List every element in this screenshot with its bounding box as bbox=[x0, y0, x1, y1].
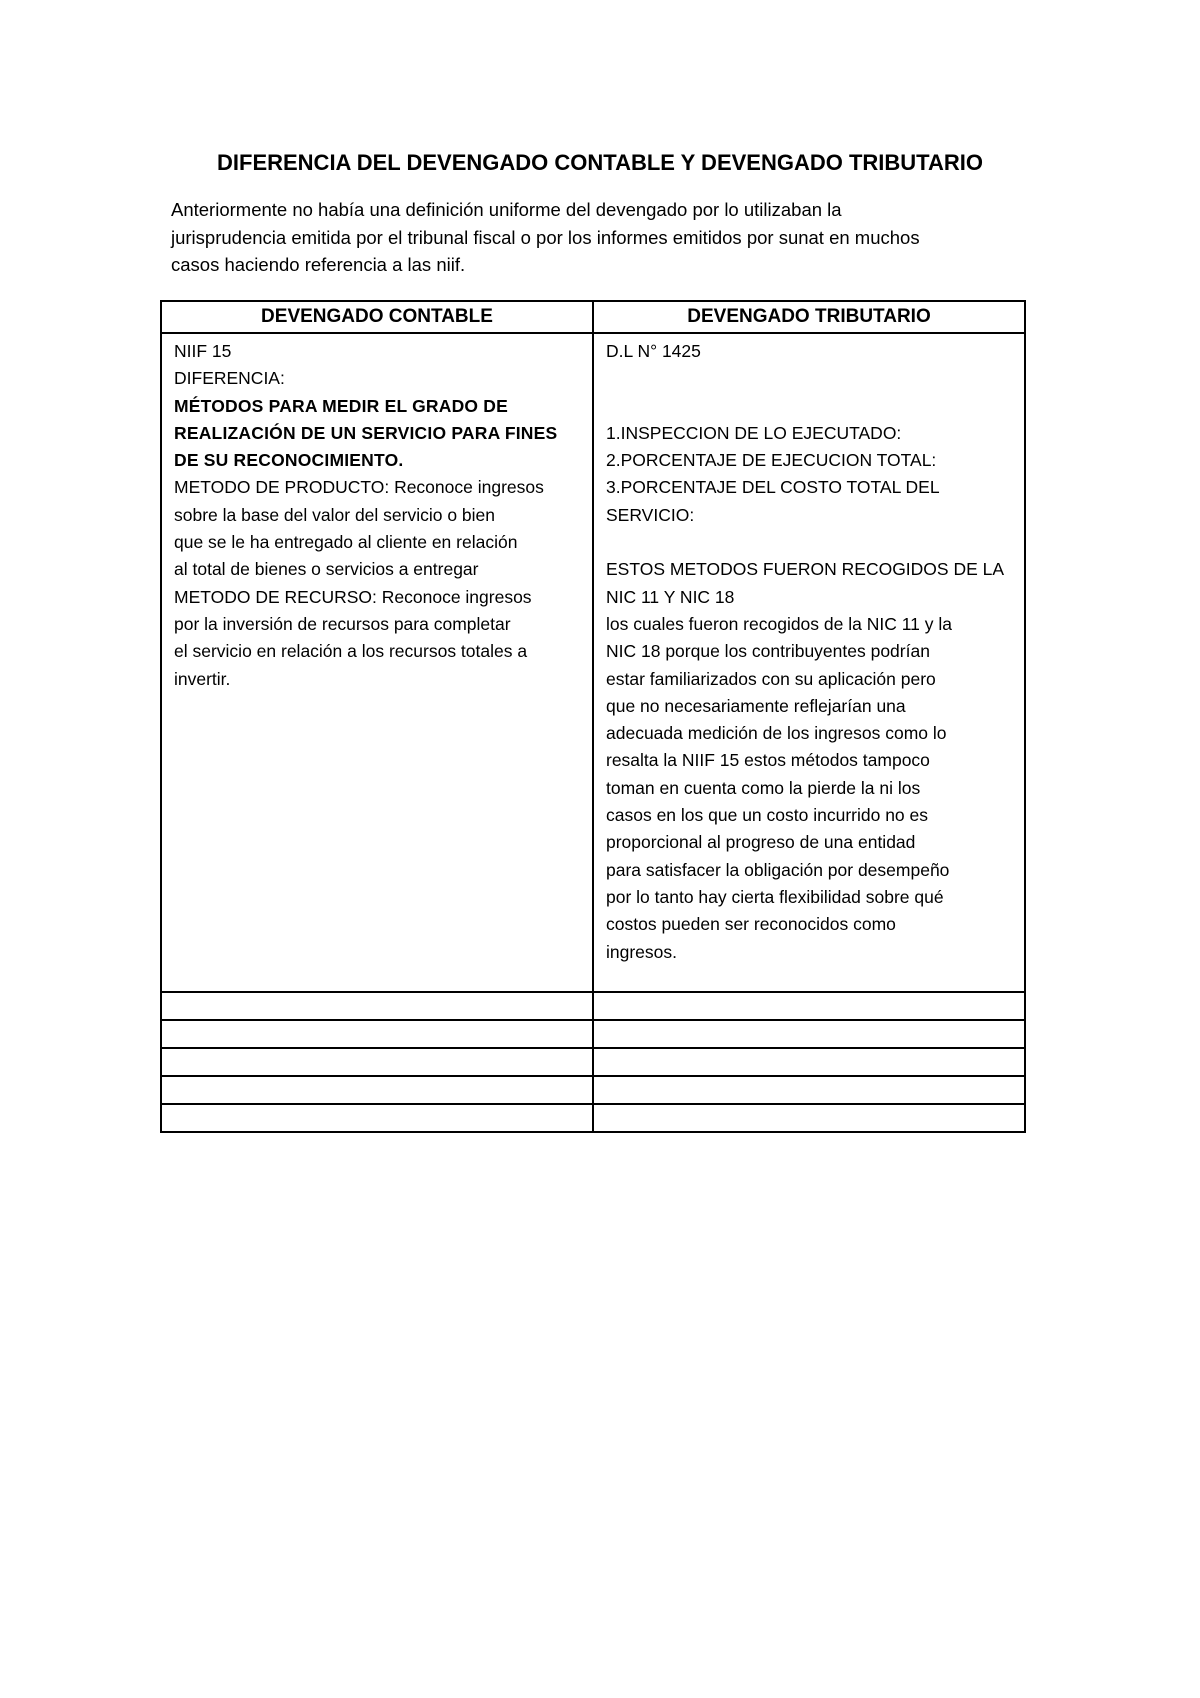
table-body-row bbox=[161, 333, 1025, 992]
intro-line: casos haciendo referencia a las niif. bbox=[171, 254, 466, 275]
contable-line: DIFERENCIA: bbox=[174, 368, 285, 389]
tributario-line: 3.PORCENTAJE DEL COSTO TOTAL DEL bbox=[606, 477, 940, 498]
contable-cell bbox=[161, 333, 593, 992]
contable-line: sobre la base del valor del servicio o bien bbox=[174, 504, 496, 525]
empty-cell bbox=[161, 1076, 593, 1104]
tributario-line: estar familiarizados con su aplicación pero bbox=[606, 668, 936, 689]
tributario-line: ESTOS METODOS FUERON RECOGIDOS DE LA bbox=[606, 559, 1005, 580]
tributario-line bbox=[606, 365, 1014, 392]
contable-line: METODO DE RECURSO: Reconoce ingresos bbox=[174, 586, 532, 607]
empty-cell bbox=[593, 1020, 1025, 1048]
empty-cell bbox=[593, 992, 1025, 1020]
empty-cell bbox=[161, 1020, 593, 1048]
header-devengado-tributario: DEVENGADO TRIBUTARIO bbox=[593, 301, 1025, 333]
tributario-line: casos en los que un costo incurrido no es bbox=[606, 805, 928, 826]
tributario-line: 2.PORCENTAJE DE EJECUCION TOTAL: bbox=[606, 450, 937, 471]
tributario-line: toman en cuenta como la pierde la ni los bbox=[606, 777, 921, 798]
tributario-line: que no necesariamente reflejarían una bbox=[606, 695, 906, 716]
contable-line: al total de bienes o servicios a entregar bbox=[174, 559, 479, 580]
contable-line: METODO DE PRODUCTO: Reconoce ingresos bbox=[174, 477, 544, 498]
empty-row bbox=[161, 992, 1025, 1020]
empty-row bbox=[161, 1048, 1025, 1076]
empty-row bbox=[161, 1076, 1025, 1104]
intro-line: jurisprudencia emitida por el tribunal fiscal o por los informes emitidos por sunat en muchos bbox=[171, 226, 920, 248]
tributario-line: D.L N° 1425 bbox=[606, 341, 701, 361]
contable-line: NIIF 15 bbox=[174, 341, 232, 361]
contable-line: REALIZACIÓN DE UN SERVICIO PARA FINES bbox=[174, 422, 558, 443]
empty-cell bbox=[593, 1076, 1025, 1104]
empty-row bbox=[161, 1104, 1025, 1132]
tributario-line: NIC 11 Y NIC 18 bbox=[606, 586, 735, 607]
empty-cell bbox=[161, 992, 593, 1020]
tributario-line: 1.INSPECCION DE LO EJECUTADO: bbox=[606, 422, 902, 443]
tributario-cell bbox=[593, 333, 1025, 992]
document-title: DIFERENCIA DEL DEVENGADO CONTABLE Y DEVENGADO TRIBUTARIO bbox=[217, 150, 983, 175]
empty-row bbox=[161, 1020, 1025, 1048]
comparison-table bbox=[160, 300, 1026, 1133]
contable-line: por la inversión de recursos para completar bbox=[174, 613, 511, 634]
tributario-line bbox=[606, 393, 1014, 420]
tributario-line: resalta la NIIF 15 estos métodos tampoco bbox=[606, 750, 930, 771]
tributario-line bbox=[606, 529, 1014, 556]
tributario-line: los cuales fueron recogidos de la NIC 11 y la bbox=[606, 613, 952, 634]
contable-line: el servicio en relación a los recursos totales a bbox=[174, 641, 528, 662]
tributario-line: NIC 18 porque los contribuyentes podrían bbox=[606, 641, 930, 662]
intro-line: Anteriormente no había una definición uniforme del devengado por lo utilizaban la bbox=[171, 199, 842, 220]
empty-cell bbox=[161, 1048, 593, 1076]
contable-line: invertir. bbox=[174, 668, 231, 689]
header-devengado-contable: DEVENGADO CONTABLE bbox=[161, 301, 593, 333]
empty-cell bbox=[593, 1048, 1025, 1076]
intro-paragraph bbox=[171, 196, 1033, 279]
empty-cell bbox=[161, 1104, 593, 1132]
tributario-line: por lo tanto hay cierta flexibilidad sobre qué bbox=[606, 886, 944, 907]
tributario-line: adecuada medición de los ingresos como lo bbox=[606, 723, 947, 744]
tributario-line: ingresos. bbox=[606, 941, 678, 962]
tributario-line: SERVICIO: bbox=[606, 504, 695, 525]
contable-line: MÉTODOS PARA MEDIR EL GRADO DE bbox=[174, 395, 508, 416]
tributario-line: costos pueden ser reconocidos como bbox=[606, 914, 896, 935]
contable-line: DE SU RECONOCIMIENTO. bbox=[174, 450, 404, 471]
contable-line: que se le ha entregado al cliente en relación bbox=[174, 532, 518, 553]
tributario-line: proporcional al progreso de una entidad bbox=[606, 832, 916, 853]
table-header-row bbox=[161, 301, 1025, 333]
tributario-line: para satisfacer la obligación por desempeño bbox=[606, 859, 950, 880]
empty-cell bbox=[593, 1104, 1025, 1132]
